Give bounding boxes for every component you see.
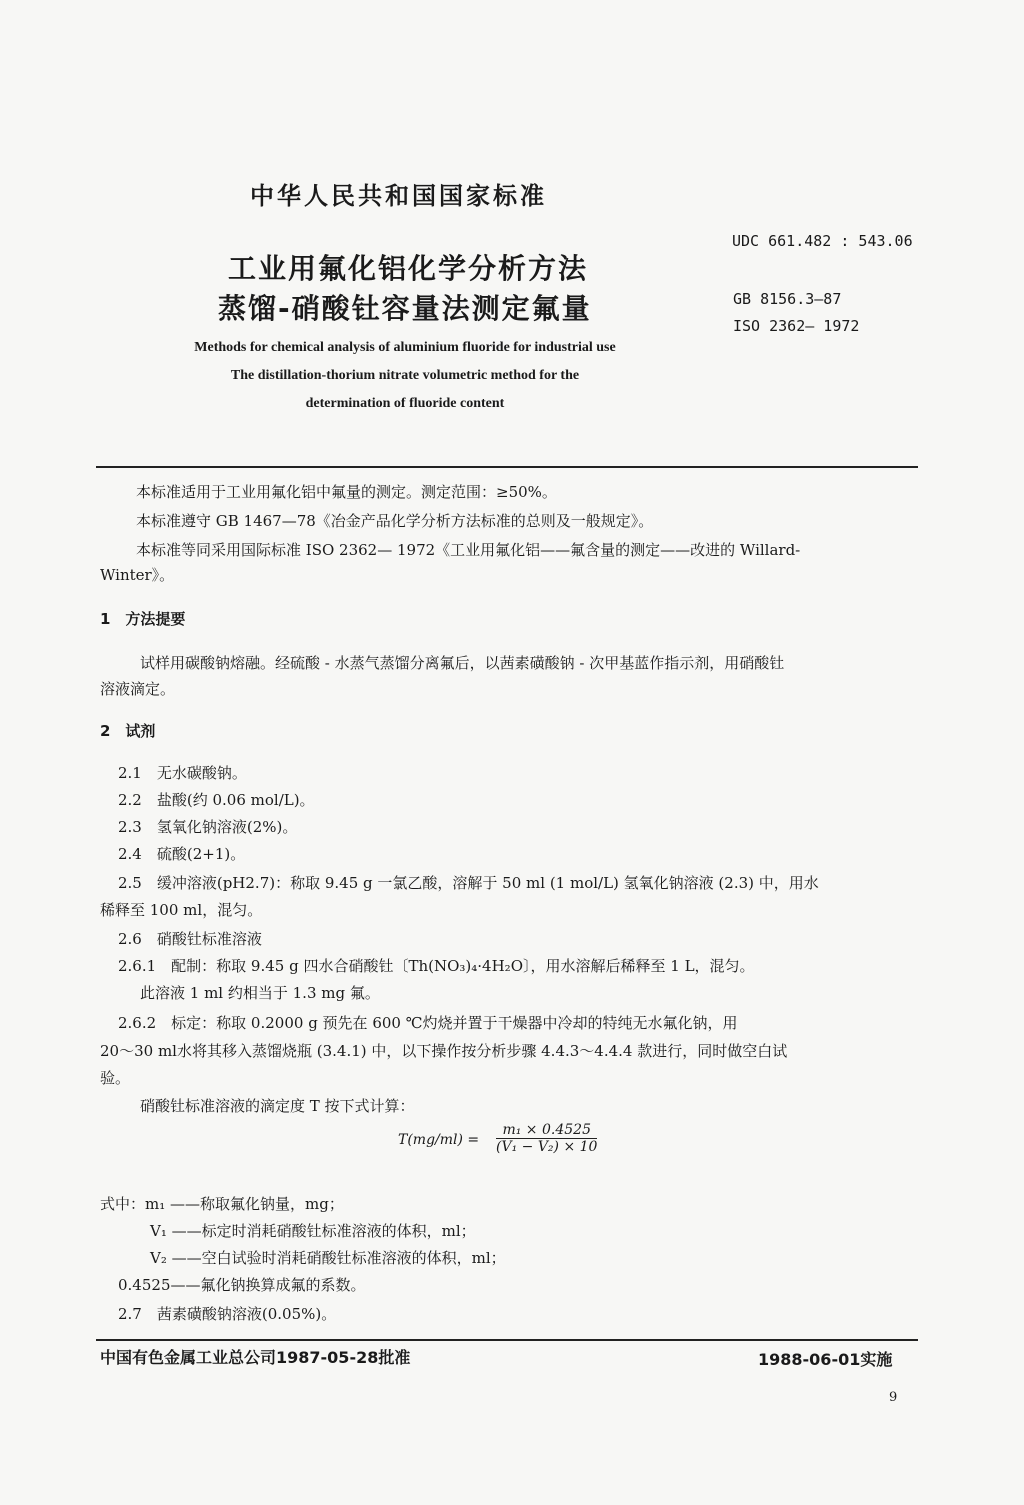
formula-lhs: T(mg/ml) =	[398, 1132, 480, 1148]
intro-paragraph-1: 本标准适用于工业用氟化铝中氟量的测定。测定范围：≥50%。	[136, 483, 557, 501]
gb-standard-number: GB 8156.3—87	[733, 290, 842, 308]
english-title-line-1: Methods for chemical analysis of aluminium fluoride for industrial use	[194, 340, 616, 355]
section-2-heading: 2 试剂	[100, 722, 156, 740]
calculation-intro: 硝酸钍标准溶液的滴定度 T 按下式计算：	[140, 1097, 415, 1115]
reagent-item-2-6-2-end: 验。	[100, 1069, 131, 1087]
where-line-2: V₁ ——标定时消耗硝酸钍标准溶液的体积，ml；	[150, 1222, 476, 1240]
implementation-date: 1988-06-01实施	[758, 1350, 893, 1369]
where-line-4: 0.4525——氟化钠换算成氟的系数。	[118, 1276, 366, 1294]
section-1-heading: 1 方法提要	[100, 610, 186, 628]
footer-divider	[96, 1339, 918, 1341]
reagent-item-2-6: 2.6 硝酸钍标准溶液	[118, 930, 262, 948]
document-title-line-2: 蒸馏-硝酸钍容量法测定氟量	[218, 292, 592, 325]
section-1-text: 试样用碳酸钠熔融。经硫酸 - 水蒸气蒸馏分离氟后，以茜素磺酸钠 - 次甲基蓝作指示剂，用硝酸钍	[140, 654, 785, 672]
header-divider	[96, 466, 918, 468]
reagent-item-2-5-cont: 稀释至 100 ml，混匀。	[100, 901, 263, 919]
where-line-1: 式中：m₁ ——称取氟化钠量，mg；	[100, 1195, 344, 1213]
english-title-line-2: The distillation-thorium nitrate volumetric method for the	[230, 368, 580, 383]
reagent-item-2-6-2-cont: 20～30 ml水将其移入蒸馏烧瓶 (3.4.1) 中，以下操作按分析步骤 4.4.3～4.4.4 款进行，同时做空白试	[100, 1042, 788, 1060]
reagent-item-2-5: 2.5 缓冲溶液(pH2.7)：称取 9.45 g 一氯乙酸，溶解于 50 ml (1 mol/L) 氢氧化钠溶液 (2.3) 中，用水	[118, 874, 819, 892]
reagent-item-2-6-2: 2.6.2 标定：称取 0.2000 g 预先在 600 ℃灼烧并置于干燥器中冷却的特纯无水氟化钠，用	[118, 1014, 738, 1032]
formula-denominator: (V₁ − V₂) × 10	[496, 1139, 598, 1155]
national-standard-heading: 中华人民共和国国家标准	[250, 182, 547, 210]
page-number: 9	[889, 1390, 898, 1405]
intro-paragraph-3: 本标准等同采用国际标准 ISO 2362— 1972《工业用氟化铝——氟含量的测定——改进的 Willard-	[136, 541, 801, 559]
reagent-item: 2.3 氢氧化钠溶液(2%)。	[118, 818, 298, 836]
where-line-3: V₂ ——空白试验时消耗硝酸钍标准溶液的体积，ml；	[150, 1249, 506, 1267]
reagent-item: 2.4 硫酸(2+1)。	[118, 845, 246, 863]
udc-code: UDC 661.482 : 543.06	[732, 232, 913, 250]
reagent-item-2-6-1-note: 此溶液 1 ml 约相当于 1.3 mg 氟。	[140, 984, 380, 1002]
english-title-line-3: determination of fluoride content	[305, 396, 505, 411]
section-1-text-cont: 溶液滴定。	[100, 680, 176, 698]
reagent-item: 2.1 无水碳酸钠。	[118, 764, 247, 782]
intro-paragraph-3-cont: Winter》。	[100, 566, 175, 584]
formula-numerator: m₁ × 0.4525	[496, 1122, 597, 1139]
intro-paragraph-2: 本标准遵守 GB 1467—78《冶金产品化学分析方法标准的总则及一般规定》。	[136, 512, 654, 530]
approval-notice: 中国有色金属工业总公司1987-05-28批准	[100, 1348, 411, 1367]
formula-fraction	[496, 1122, 597, 1155]
reagent-item-2-7: 2.7 茜素磺酸钠溶液(0.05%)。	[118, 1305, 337, 1323]
reagent-item: 2.2 盐酸(约 0.06 mol/L)。	[118, 791, 315, 809]
document-title-line-1: 工业用氟化铝化学分析方法	[228, 252, 589, 285]
iso-standard-number: ISO 2362— 1972	[733, 317, 860, 335]
reagent-item-2-6-1: 2.6.1 配制：称取 9.45 g 四水合硝酸钍〔Th(NO₃)₄·4H₂O〕，用水溶解后稀释至 1 L，混匀。	[118, 957, 755, 975]
